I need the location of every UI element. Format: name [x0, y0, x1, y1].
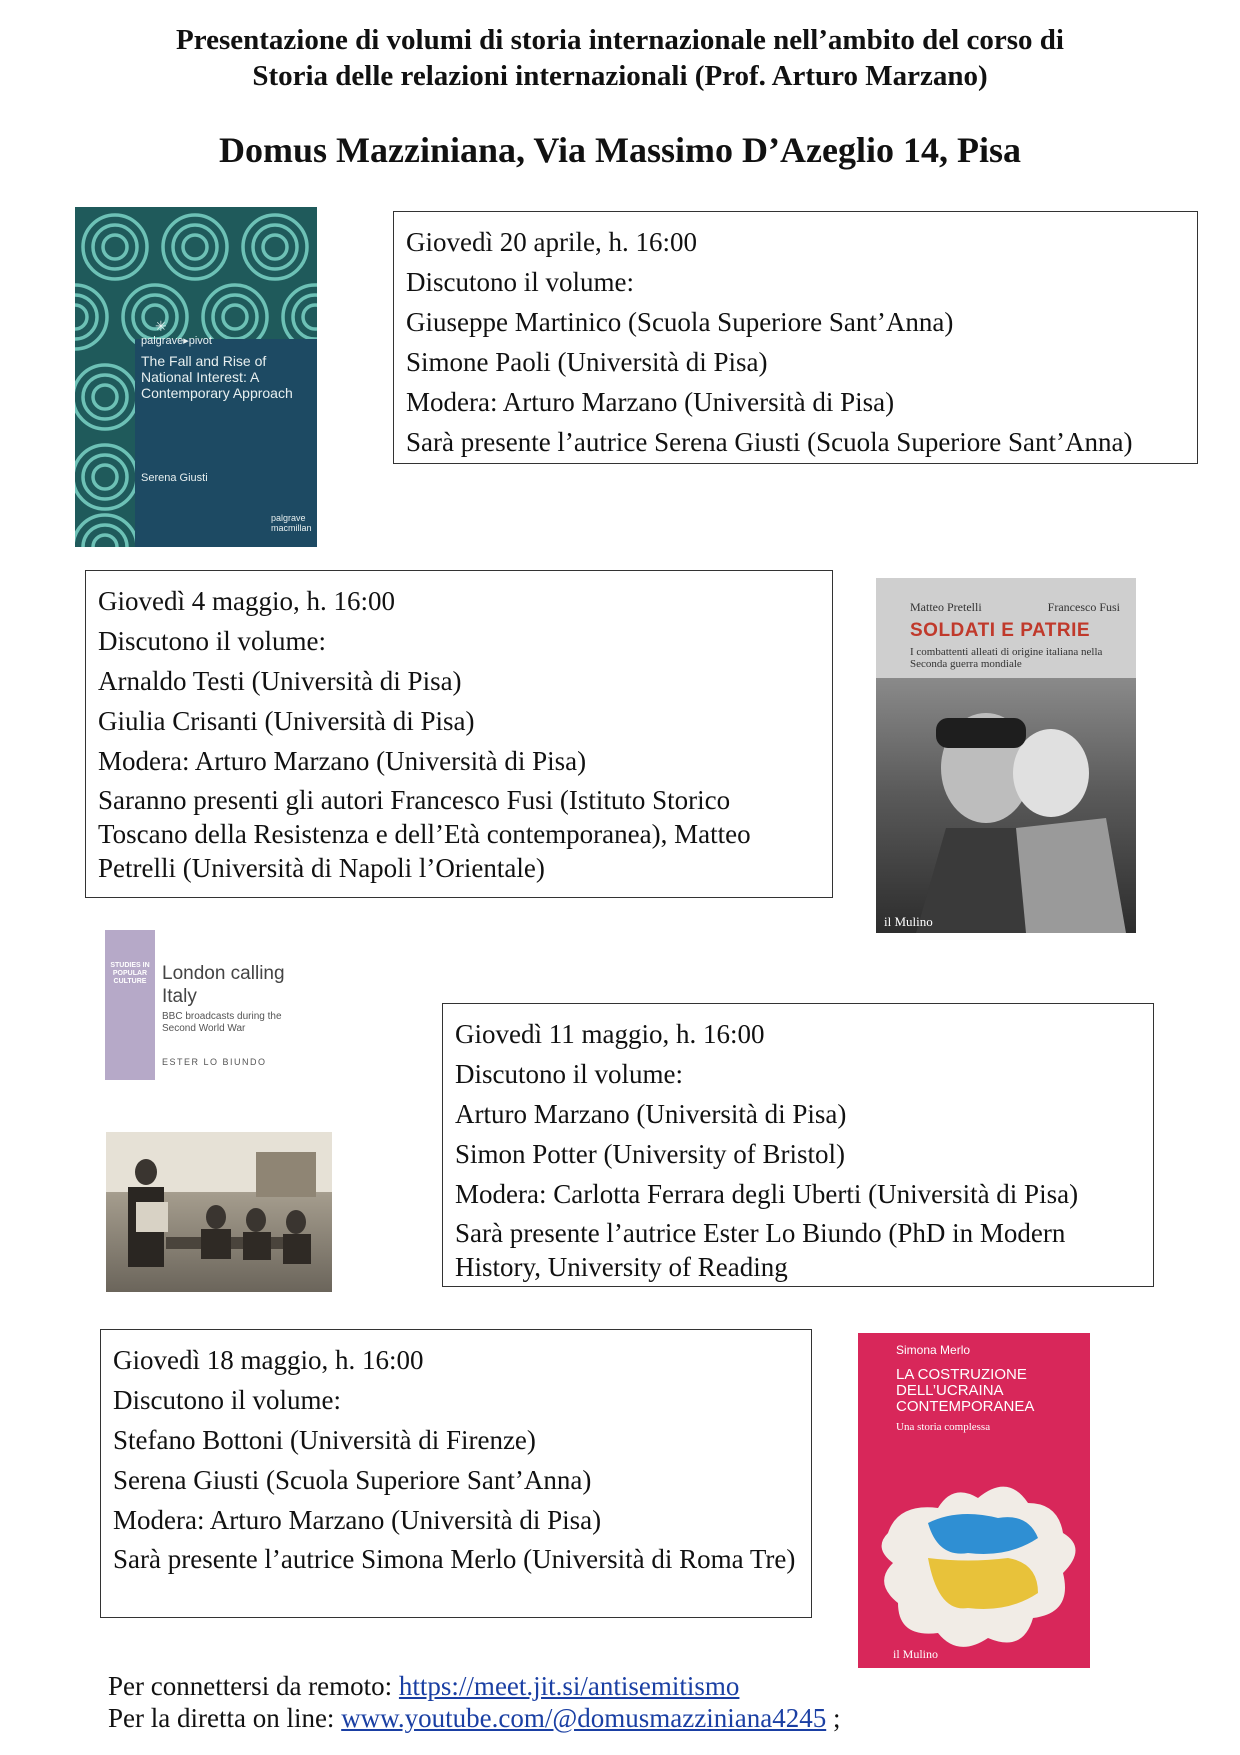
- live-label: Per la diretta on line:: [108, 1703, 342, 1733]
- event-discuss: Discutono il volume:: [455, 1059, 683, 1089]
- event-speaker: Giulia Crisanti (Università di Pisa): [98, 706, 475, 736]
- cover-title: The Fall and Rise of National Interest: A Contemporary Approach: [141, 353, 293, 401]
- cover-author: ESTER LO BIUNDO: [162, 1057, 267, 1067]
- title-line-2: Storia delle relazioni internazionali (Prof. Arturo Marzano): [252, 60, 988, 92]
- title-line-1: Presentazione di volumi di storia internazionale nell’ambito del corso di: [176, 24, 1064, 56]
- cover-publisher: il Mulino: [884, 914, 933, 929]
- event-discuss: Discutono il volume:: [113, 1385, 341, 1415]
- cover-series: STUDIES IN POPULAR CULTURE: [110, 962, 150, 985]
- event-date: Giovedì 11 maggio, h. 16:00: [455, 1019, 765, 1049]
- event-moderator: Modera: Arturo Marzano (Università di Pisa): [406, 387, 895, 417]
- star-icon: ✳: [155, 320, 167, 335]
- cover-series-bar: [105, 930, 155, 1080]
- event-moderator: Modera: Arturo Marzano (Università di Pisa): [113, 1505, 602, 1535]
- event-author: Sarà presente l’autrice Simona Merlo (Università di Roma Tre): [113, 1544, 796, 1574]
- cover-subtitle: Una storia complessa: [896, 1421, 991, 1433]
- cover-subtitle: BBC broadcasts during the Second World War: [162, 1011, 282, 1034]
- cover-author: Simona Merlo: [896, 1343, 971, 1357]
- event-speaker: Giuseppe Martinico (Scuola Superiore Sant’Anna): [406, 307, 954, 337]
- event-speaker: Simone Paoli (Università di Pisa): [406, 347, 768, 377]
- event-date: Giovedì 4 maggio, h. 16:00: [98, 586, 395, 616]
- book-cover-soldati-e-patrie: [876, 578, 1136, 933]
- cover-title: London calling Italy: [162, 963, 285, 1007]
- photo-silhouette: [876, 678, 1136, 933]
- event-date: Giovedì 20 aprile, h. 16:00: [406, 227, 697, 257]
- jitsi-meeting-link[interactable]: https://meet.jit.si/antisemitismo: [398, 1671, 740, 1701]
- cover-photo-sailor-child: [876, 678, 1136, 933]
- book-cover-ucraina-contemporanea: [858, 1333, 1090, 1668]
- cover-author: Matteo Pretelli: [910, 600, 982, 614]
- event-box-2: [85, 570, 833, 898]
- event-speaker: Stefano Bottoni (Università di Firenze): [113, 1425, 536, 1455]
- youtube-channel-link[interactable]: www.youtube.com/@domusmazziniana4245: [341, 1703, 827, 1733]
- cover-title: SOLDATI E PATRIE: [910, 620, 1091, 641]
- event-box-4: [100, 1329, 812, 1618]
- event-speaker: Arturo Marzano (Università di Pisa): [455, 1099, 847, 1129]
- cover-publisher: il Mulino: [893, 1647, 939, 1661]
- event-author: Saranno presenti gli autori Francesco Fusi (Istituto Storico Toscano della Resistenza e dell’Età contemporanea), Matteo Petrelli (Università di Napoli l’Orientale): [98, 785, 751, 883]
- cover-author: Serena Giusti: [141, 472, 208, 484]
- event-author: Sarà presente l’autrice Ester Lo Biundo (PhD in Modern History, University of Reading: [455, 1218, 1066, 1282]
- event-discuss: Discutono il volume:: [98, 626, 326, 656]
- event-author: Sarà presente l’autrice Serena Giusti (Scuola Superiore Sant’Anna): [406, 427, 1133, 457]
- book-cover-national-interest: [75, 207, 317, 547]
- event-date: Giovedì 18 maggio, h. 16:00: [113, 1345, 424, 1375]
- cover-title: LA COSTRUZIONE DELL’UCRAINA CONTEMPORANEA: [896, 1366, 1035, 1415]
- cover-publisher: palgrave macmillan: [271, 513, 312, 533]
- event-box-3: [442, 1003, 1154, 1287]
- page-title: [0, 22, 1240, 94]
- venue-heading: Domus Mazziniana, Via Massimo D’Azeglio 14, Pisa: [219, 130, 1021, 170]
- event-discuss: Discutono il volume:: [406, 267, 634, 297]
- event-box-1: [393, 211, 1198, 464]
- cover-author: Francesco Fusi: [1047, 600, 1120, 614]
- event-moderator: Modera: Arturo Marzano (Università di Pisa): [98, 746, 587, 776]
- event-speaker: Simon Potter (University of Bristol): [455, 1139, 845, 1169]
- cover-subtitle: I combattenti alleati di origine italiana nella Seconda guerra mondiale: [910, 646, 1103, 670]
- cover-brand: palgrave▸pivot: [141, 335, 212, 347]
- photo-scene: [106, 1132, 332, 1292]
- event-speaker: Arnaldo Testi (Università di Pisa): [98, 666, 462, 696]
- live-stream-line: [108, 1702, 840, 1734]
- remote-connection-line: [108, 1670, 739, 1702]
- remote-label: Per connettersi da remoto:: [108, 1671, 399, 1701]
- event-speaker: Serena Giusti (Scuola Superiore Sant’Anna): [113, 1465, 592, 1495]
- cover-authors: [910, 600, 1120, 615]
- historic-photo-accordion: [106, 1132, 332, 1292]
- book-cover-london-calling-italy: [105, 930, 305, 1080]
- event-moderator: Modera: Carlotta Ferrara degli Uberti (Università di Pisa): [455, 1179, 1079, 1209]
- live-suffix: ;: [826, 1703, 841, 1733]
